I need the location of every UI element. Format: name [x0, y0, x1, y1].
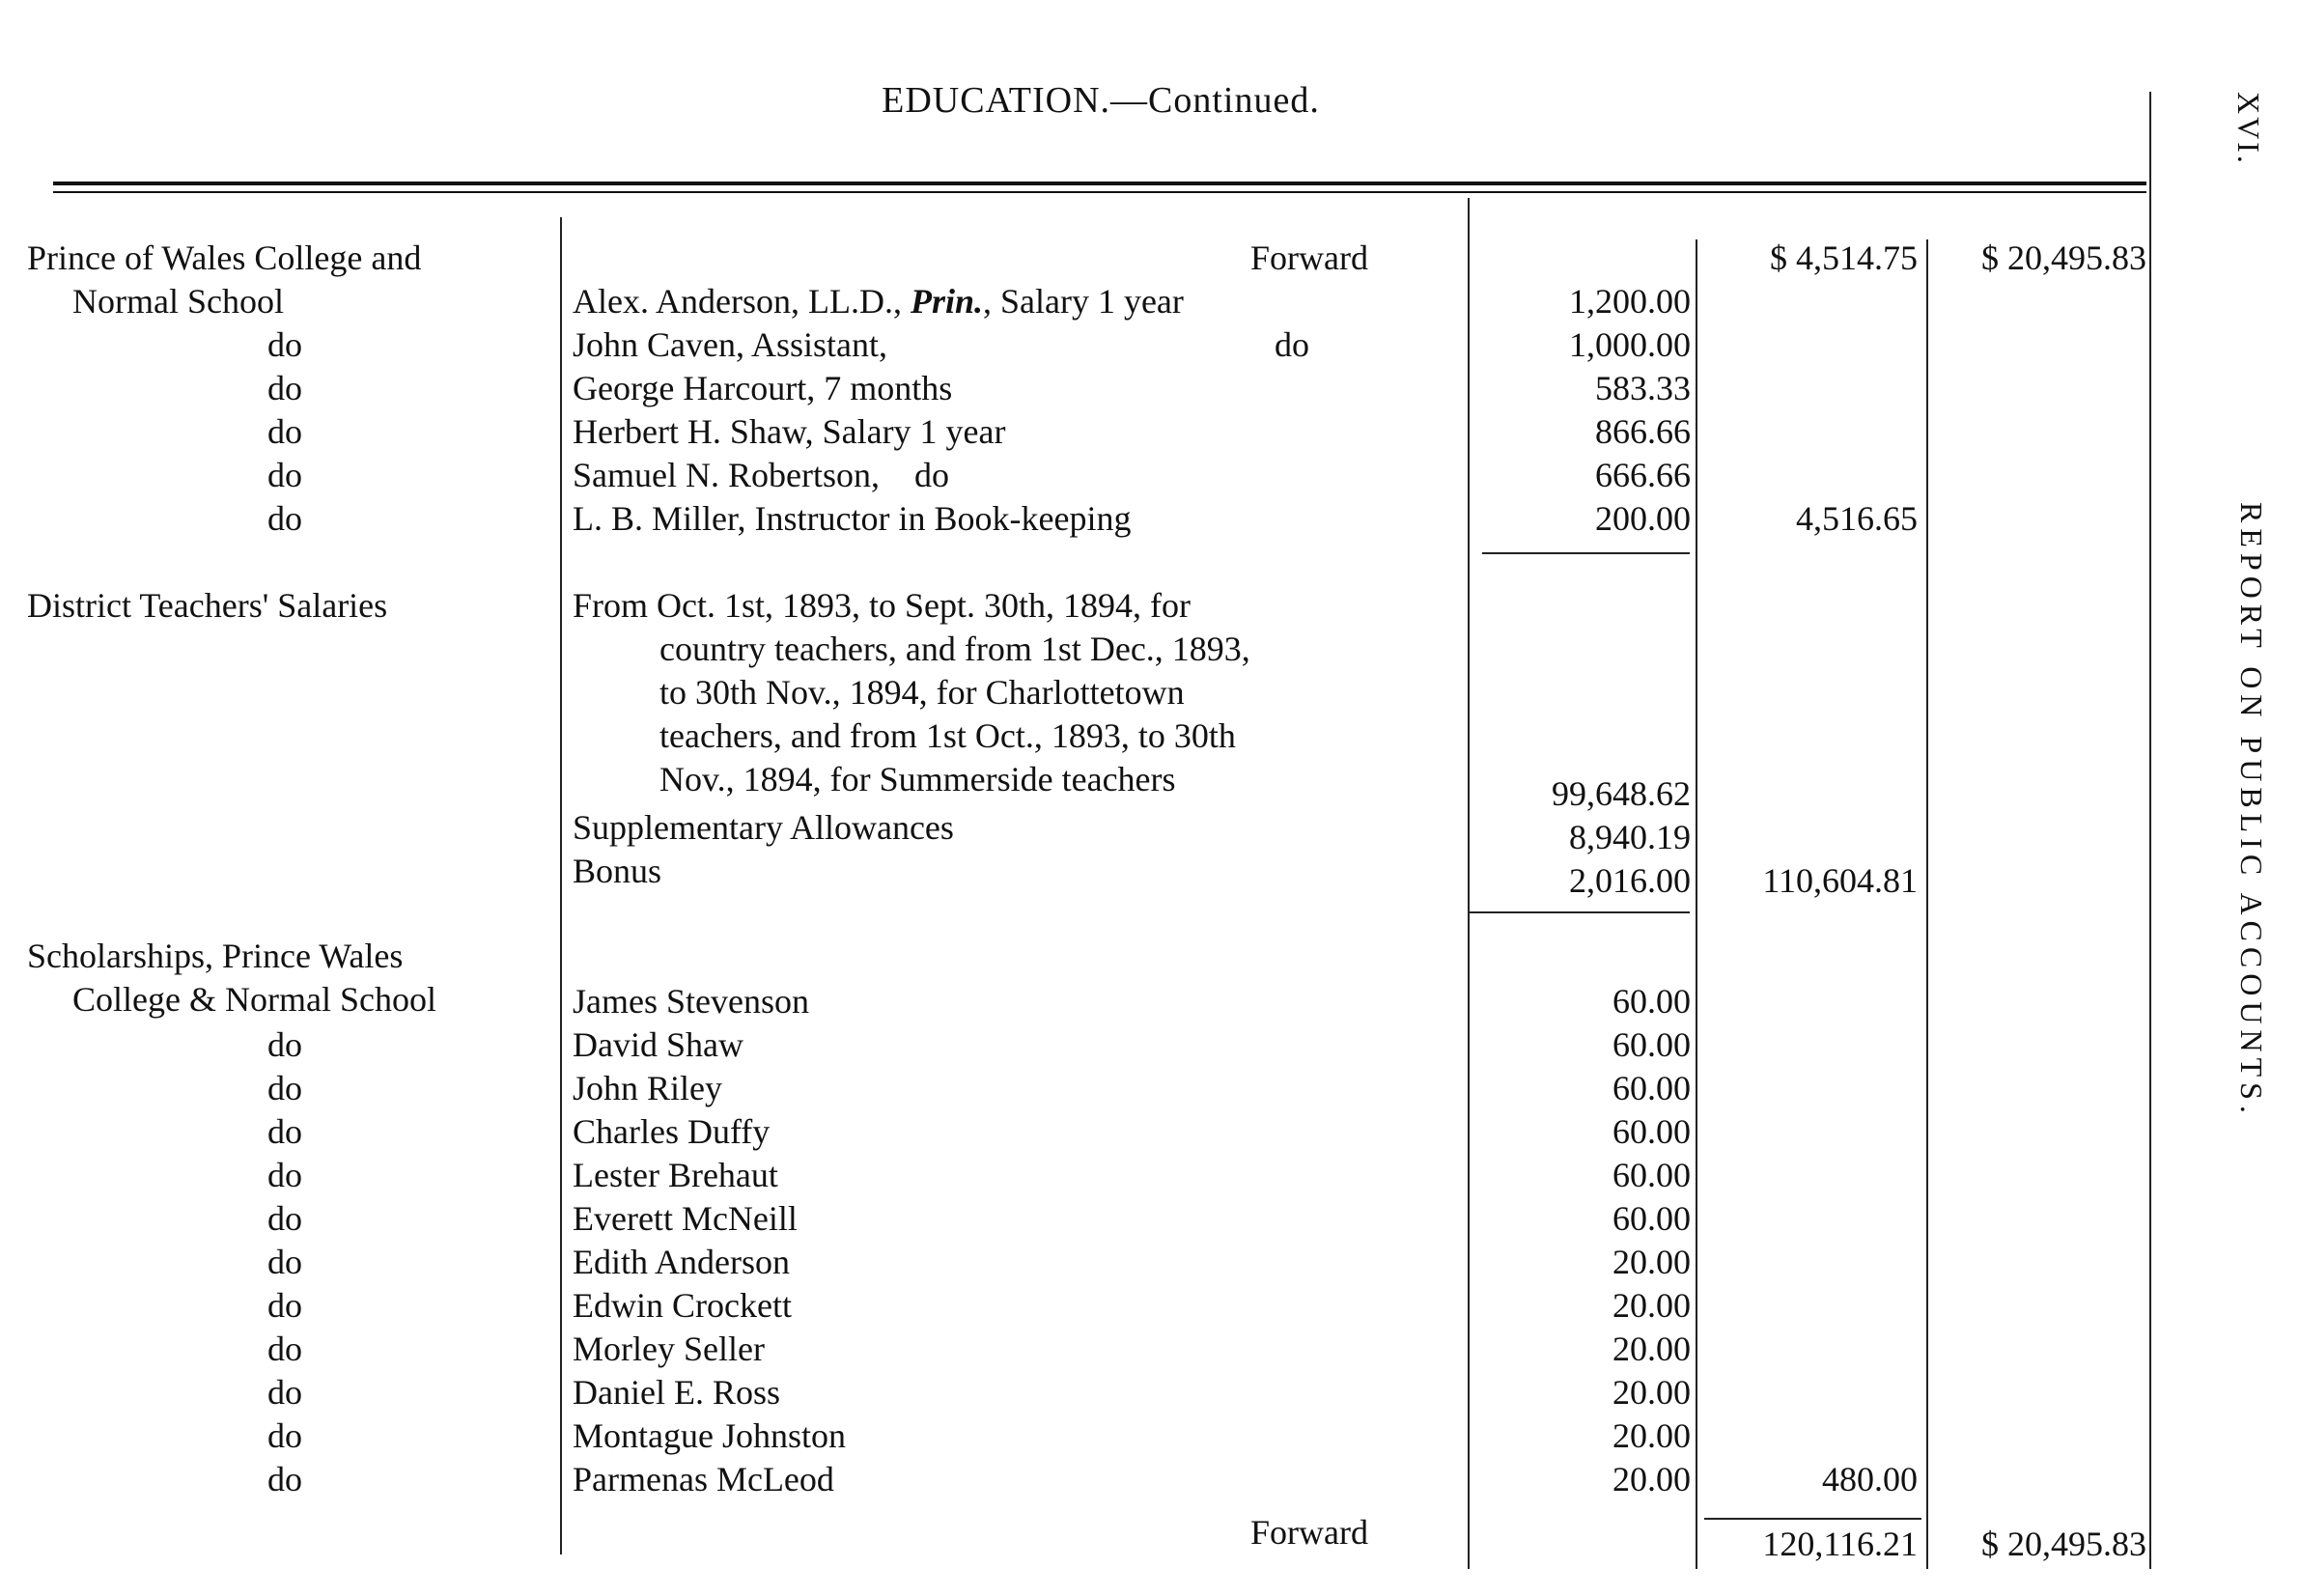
scholarship-row-11-ditto: do	[267, 1416, 302, 1455]
pwc-row-2-amount: 1,000.00	[1569, 325, 1691, 364]
scholarship-row-4-ditto: do	[267, 1112, 302, 1151]
district-main-amount: 99,648.62	[1552, 774, 1691, 813]
pwc-row-3-ditto: do	[267, 369, 302, 407]
running-side-title: REPORT ON PUBLIC ACCOUNTS.	[2234, 502, 2269, 1119]
scholarship-row-2-amount: 60.00	[1612, 1025, 1691, 1064]
scholarship-row-10-ditto: do	[267, 1373, 302, 1412]
pwc-row-4-ditto: do	[267, 412, 302, 451]
scholarship-row-12-amount: 20.00	[1612, 1460, 1691, 1498]
page-number: XVI.	[2231, 92, 2266, 166]
scholarship-row-12-name: Parmenas McLeod	[573, 1460, 834, 1498]
pwc-row-3-amount: 583.33	[1595, 369, 1691, 407]
scholarship-row-7-amount: 20.00	[1612, 1243, 1691, 1281]
scholarship-row-3-name: John Riley	[573, 1069, 723, 1107]
scholarship-row-3-amount: 60.00	[1612, 1069, 1691, 1107]
header-rule-thin	[53, 191, 2146, 193]
column-divider-amount2	[1696, 239, 1697, 1569]
scholarship-row-6-ditto: do	[267, 1199, 302, 1238]
district-supp-label: Supplementary Allowances	[573, 808, 954, 847]
pwc-row-2-ditto-mark: do	[1275, 325, 1309, 364]
pwc-row-2-ditto: do	[267, 325, 302, 364]
scholarship-row-6-name: Everett McNeill	[573, 1199, 798, 1238]
scholarship-row-1-name: James Stevenson	[573, 982, 809, 1021]
header-rule-thick	[53, 182, 2146, 185]
pwc-row-5-amount: 666.66	[1595, 456, 1691, 494]
scholarship-row-11-name: Montague Johnston	[573, 1416, 846, 1455]
forward-label-top: Forward	[1250, 238, 1368, 277]
district-desc-line4: teachers, and from 1st Oct., 1893, to 30th	[659, 716, 1236, 755]
pwc-row-6-desc: L. B. Miller, Instructor in Book-keeping	[573, 499, 1132, 538]
column-divider-amount3	[1926, 239, 1928, 1569]
district-subtotal: 110,604.81	[1762, 861, 1918, 900]
pwc-row-3-desc: George Harcourt, 7 months	[573, 369, 953, 407]
total-rule-forward	[1704, 1518, 1921, 1520]
district-desc-line5: Nov., 1894, for Summerside teachers	[659, 760, 1176, 798]
forward-label-bottom: Forward	[1250, 1513, 1368, 1552]
district-desc-line1: From Oct. 1st, 1893, to Sept. 30th, 1894, for	[573, 586, 1191, 625]
pwc-row-6-ditto: do	[267, 499, 302, 538]
pwc-row-1-desc: Alex. Anderson, LL.D., Prin., Salary 1 year	[573, 282, 1184, 321]
district-supp-amount: 8,940.19	[1569, 818, 1691, 856]
pwc-row-4-amount: 866.66	[1595, 412, 1691, 451]
scholarship-row-9-ditto: do	[267, 1330, 302, 1368]
forward-amount3-top: $ 20,495.83	[1981, 238, 2146, 277]
scholarship-row-9-amount: 20.00	[1612, 1330, 1691, 1368]
district-heading: District Teachers' Salaries	[27, 586, 388, 625]
forward-amount2-top: $ 4,514.75	[1770, 238, 1918, 277]
scholarship-row-10-amount: 20.00	[1612, 1373, 1691, 1412]
scholarship-row-9-name: Morley Seller	[573, 1330, 765, 1368]
district-bonus-label: Bonus	[573, 852, 662, 890]
scholarship-row-11-amount: 20.00	[1612, 1416, 1691, 1455]
district-desc-line3: to 30th Nov., 1894, for Charlottetown	[659, 673, 1185, 712]
scholarship-row-8-amount: 20.00	[1612, 1286, 1691, 1325]
scholarship-row-7-ditto: do	[267, 1243, 302, 1281]
scholarship-row-1-amount: 60.00	[1612, 982, 1691, 1021]
scholarship-row-12-ditto: do	[267, 1460, 302, 1498]
page-title: EDUCATION.—Continued.	[882, 80, 1320, 121]
scholarship-row-2-name: David Shaw	[573, 1025, 743, 1064]
pwc-row-5-desc: Samuel N. Robertson, do	[573, 456, 949, 494]
scholarship-row-5-ditto: do	[267, 1156, 302, 1194]
pwc-heading-line1: Prince of Wales College and	[27, 238, 422, 277]
pwc-heading-line2: Normal School	[72, 282, 284, 321]
forward-amount2-bottom: 120,116.21	[1762, 1525, 1918, 1563]
scholarship-row-10-name: Daniel E. Ross	[573, 1373, 780, 1412]
subtotal-rule-pwc	[1482, 552, 1690, 554]
scholarship-row-4-name: Charles Duffy	[573, 1112, 771, 1151]
scholarship-row-8-ditto: do	[267, 1286, 302, 1325]
scholarship-row-8-name: Edwin Crockett	[573, 1286, 792, 1325]
column-divider-amount1	[1468, 198, 1470, 1569]
column-divider-left	[560, 217, 562, 1554]
scholarship-heading-line1: Scholarships, Prince Wales	[27, 937, 404, 975]
subtotal-rule-district	[1468, 911, 1690, 913]
scholarship-row-5-amount: 60.00	[1612, 1156, 1691, 1194]
pwc-row-4-desc: Herbert H. Shaw, Salary 1 year	[573, 412, 1006, 451]
pwc-row-1-amount: 1,200.00	[1569, 282, 1691, 321]
scholarship-row-6-amount: 60.00	[1612, 1199, 1691, 1238]
scholarship-row-5-name: Lester Brehaut	[573, 1156, 778, 1194]
scholarship-row-7-name: Edith Anderson	[573, 1243, 790, 1281]
pwc-row-6-amount: 200.00	[1595, 499, 1691, 538]
district-bonus-amount: 2,016.00	[1569, 861, 1691, 900]
pwc-row-2-desc: John Caven, Assistant,	[573, 325, 888, 364]
scholarship-row-3-ditto: do	[267, 1069, 302, 1107]
district-desc-line2: country teachers, and from 1st Dec., 1893,	[659, 630, 1250, 668]
pwc-row-5-ditto: do	[267, 456, 302, 494]
scholarship-row-4-amount: 60.00	[1612, 1112, 1691, 1151]
right-margin-line	[2149, 92, 2151, 1569]
scholarship-row-2-ditto: do	[267, 1025, 302, 1064]
pwc-subtotal: 4,516.65	[1796, 499, 1918, 538]
scholarship-subtotal: 480.00	[1822, 1460, 1918, 1498]
forward-amount3-bottom: $ 20,495.83	[1981, 1525, 2146, 1563]
scholarship-heading-line2: College & Normal School	[72, 980, 436, 1019]
